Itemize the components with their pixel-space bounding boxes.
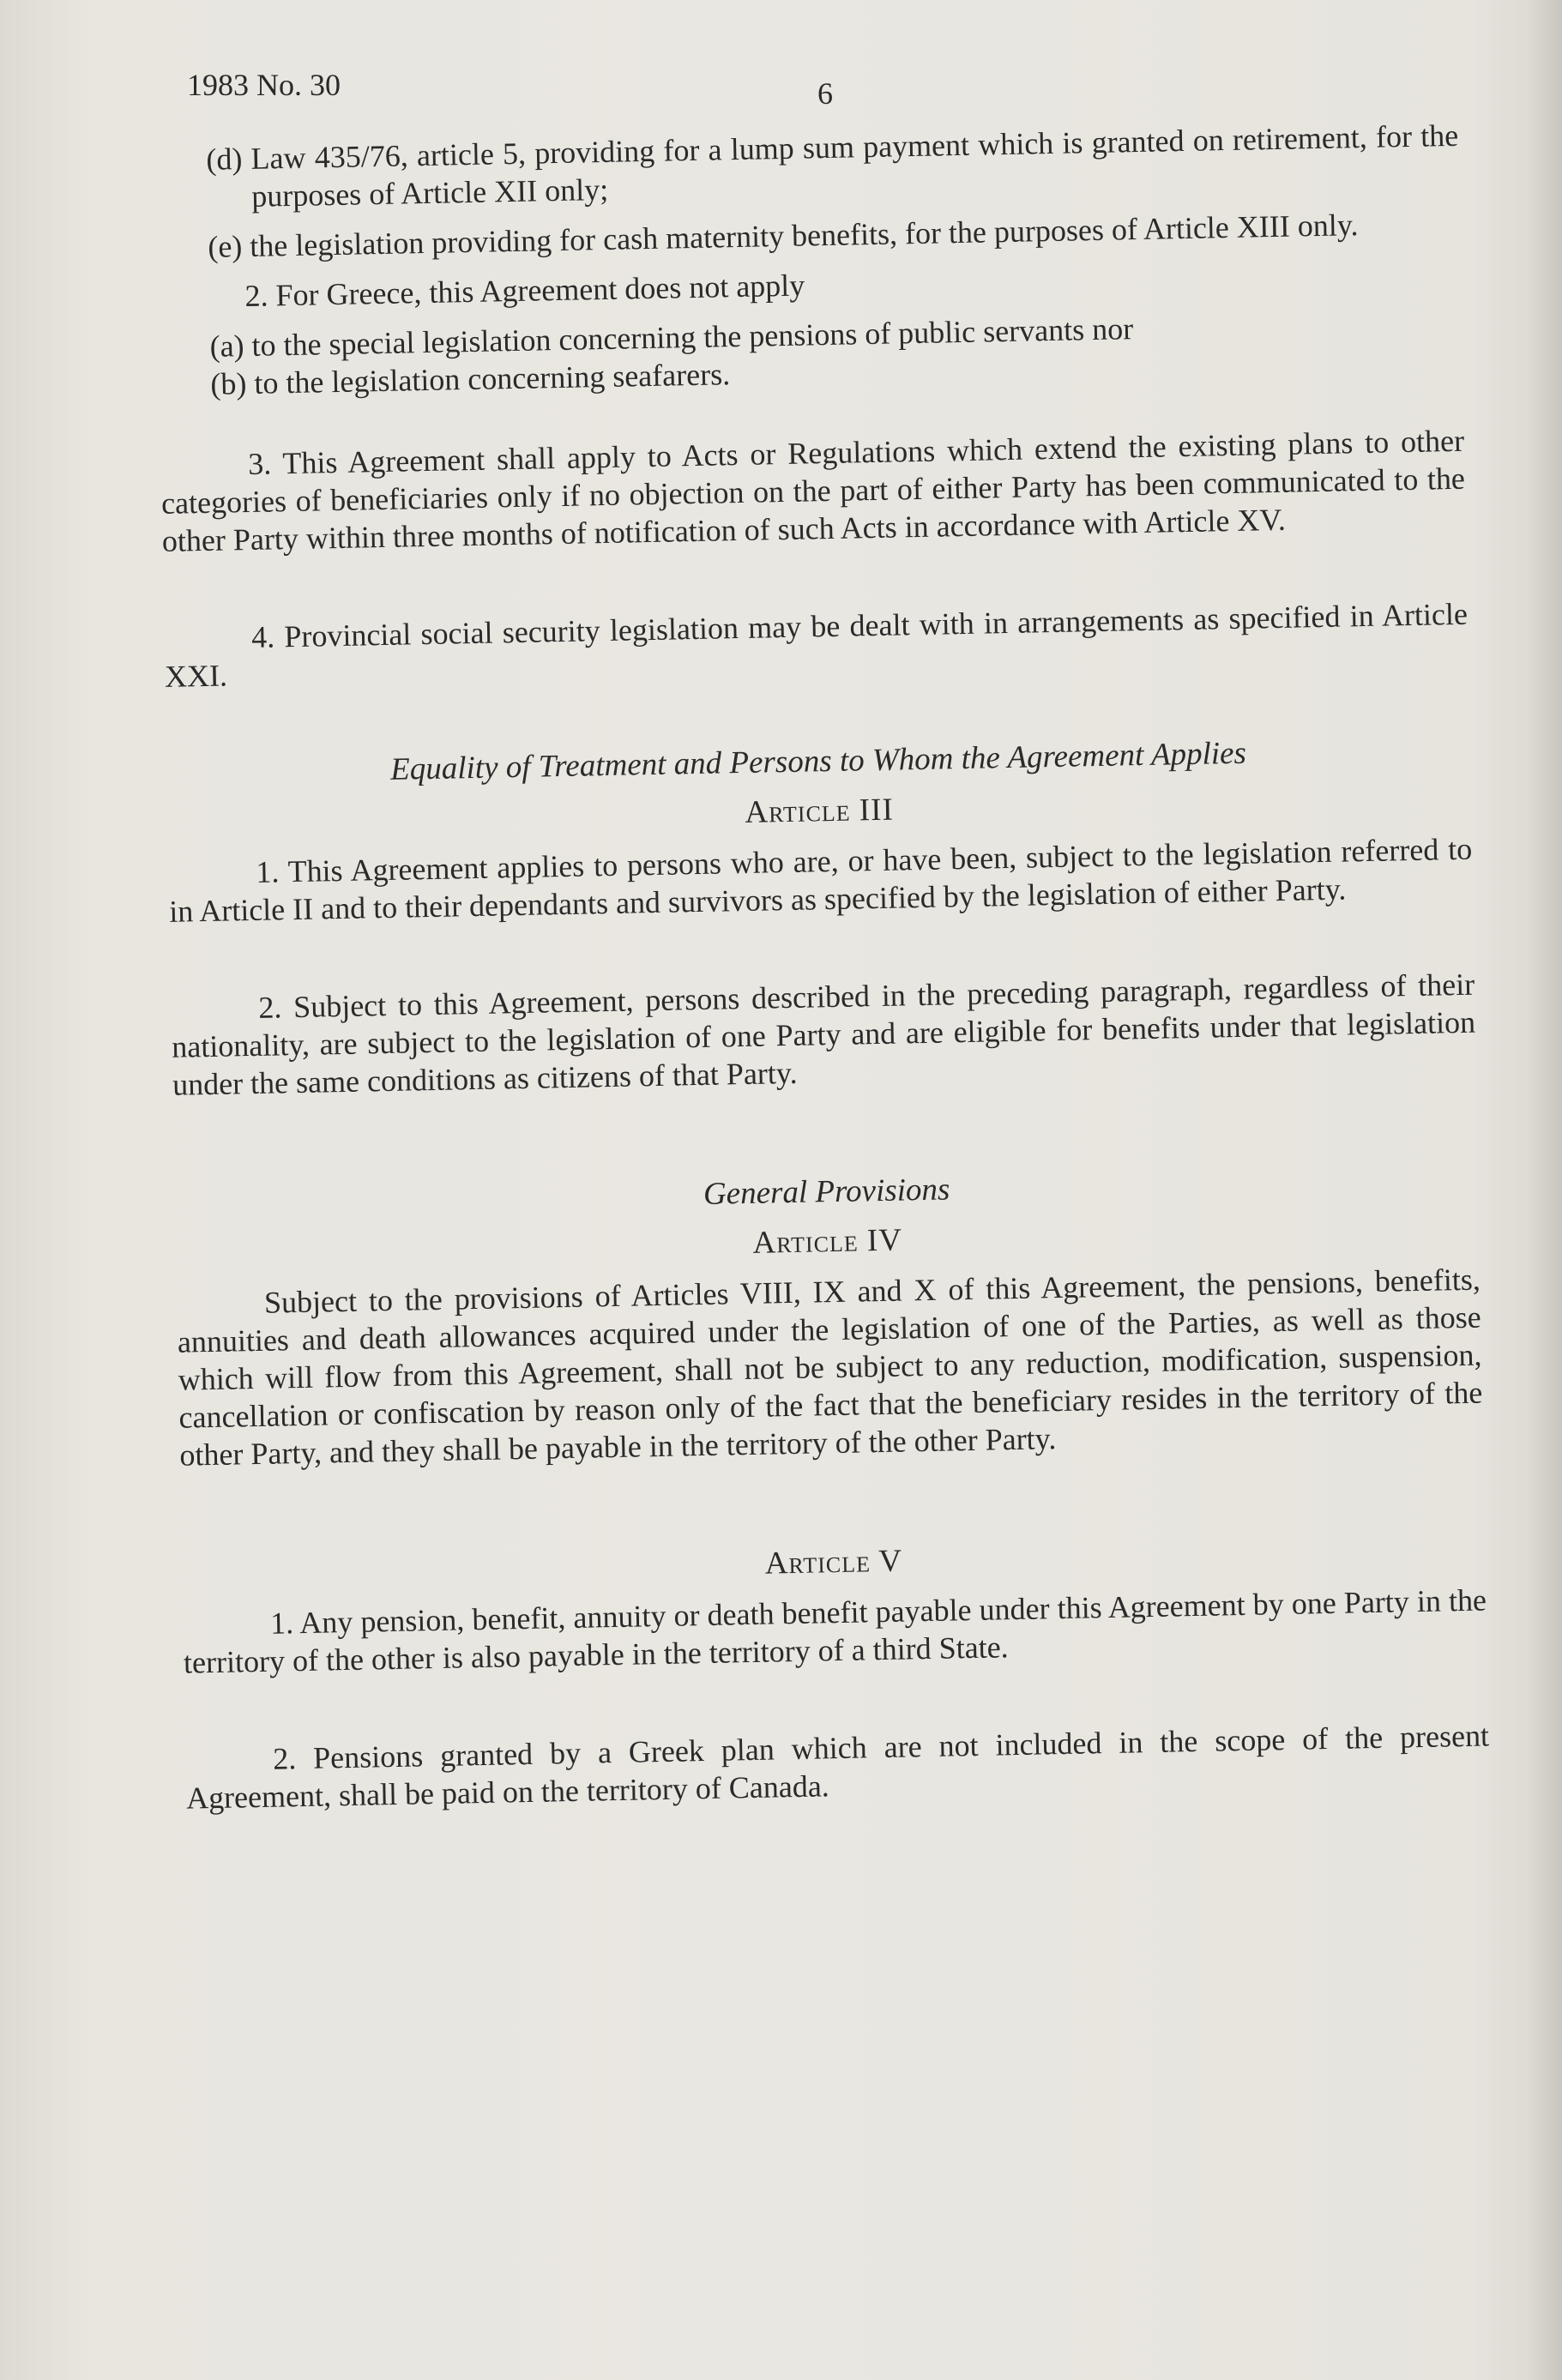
article2-paragraph3: 3. This Agreement shall apply to Acts or Regulations which extend the existing plans to other categories of beneficiaries only if no objection on the part of either Party has been communicated to the other Party within three months of notification of such Acts in accordance with Article XV. xyxy=(160,423,1466,558)
page-header xyxy=(187,67,1474,118)
article4-paragraph: Subject to the provisions of Articles VIII, IX and X of this Agreement, the pensions, benefits, annuities and death allowances acquired under the legislation of one of the Parties, as well as those which will flow from this Agreement, shall not be subject to any reduction, modification, suspension, cancellation or confiscation by reason only of the fact that the beneficiary resides in the territory of the other Party, and they shall be payable in the territory of the other Party. xyxy=(177,1262,1483,1473)
article-heading-iii: Article III xyxy=(745,792,895,830)
spine-shadow xyxy=(1528,0,1562,2380)
article-heading-v: Article V xyxy=(764,1543,903,1582)
section-heading-equality: Equality of Treatment and Persons to Whom the Agreement Applies xyxy=(389,735,1247,787)
article2-paragraph2-intro: 2. For Greece, this Agreement does not apply xyxy=(244,268,805,314)
article2-item-a: (a) to the special legislation concerning the pensions of public servants nor xyxy=(209,311,1134,364)
article5-paragraph2: 2. Pensions granted by a Greek plan which are not included in the scope of the present Agreement, shall be paid on the territory of Canada. xyxy=(185,1718,1490,1816)
item-d: (d) Law 435/76, article 5, providing for a lump sum payment which is granted on retirement, for the purposes of Article XII only; xyxy=(206,117,1459,214)
article5-paragraph1: 1. Any pension, benefit, annuity or death benefit payable under this Agreement by one Party in the territory of the other is also payable in the territory of a third State. xyxy=(183,1582,1487,1680)
article2-paragraph4: 4. Provincial social security legislation may be dealt with in arrangements as specified in Article XXI. xyxy=(164,596,1469,694)
page-number: 6 xyxy=(817,76,833,111)
article-heading-iv: Article IV xyxy=(752,1222,903,1261)
article2-item-b: (b) to the legislation concerning seafarers. xyxy=(210,357,731,401)
document-body xyxy=(154,117,1490,1817)
section-heading-general: General Provisions xyxy=(703,1172,950,1212)
article3-paragraph2: 2. Subject to this Agreement, persons described in the preceding paragraph, regardless of their nationality, are subject to the legislation of one Party and are eligible for benefits under that legislation under the same conditions as citizens of that Party. xyxy=(171,967,1476,1102)
article3-paragraph1: 1. This Agreement applies to persons who are, or have been, subject to the legislation referred to in Article II and to their dependants and survivors as specified by the legislation of either Party. xyxy=(168,831,1473,929)
document-id: 1983 No. 30 xyxy=(187,68,341,102)
item-e: (e) the legislation providing for cash maternity benefits, for the purposes of Article XIII only. xyxy=(207,208,1359,264)
